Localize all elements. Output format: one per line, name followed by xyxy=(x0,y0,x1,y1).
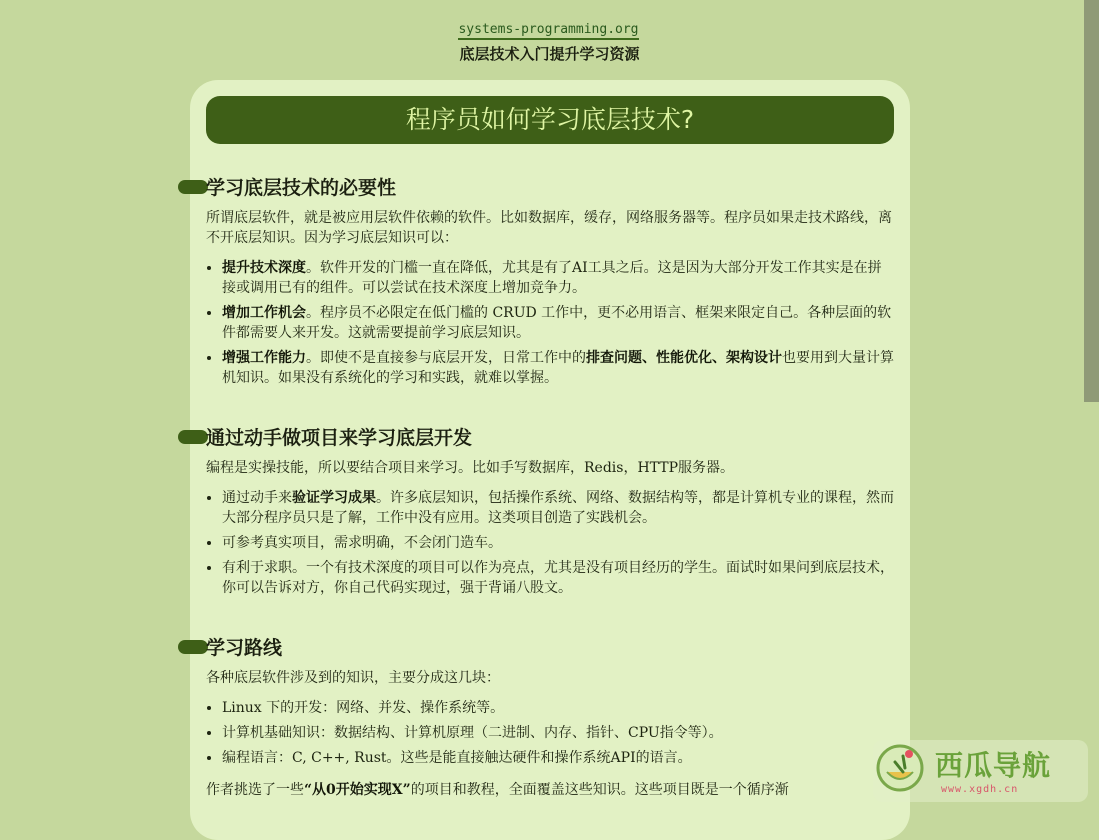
section-heading: 学习底层技术的必要性 xyxy=(206,177,397,199)
section-projects xyxy=(206,426,894,603)
bullet-list xyxy=(206,488,894,598)
section-outro xyxy=(206,780,894,800)
section-heading-row xyxy=(206,426,894,450)
watermark-name: 西瓜导航 xyxy=(935,749,1052,782)
section-heading: 通过动手做项目来学习底层开发 xyxy=(206,427,473,449)
list-item xyxy=(222,258,894,298)
list-item xyxy=(222,533,894,553)
bullet-list xyxy=(206,258,894,388)
list-item-text: 编程语言：C, C++, Rust。这些是能直接触达硬件和操作系统API的语言。 xyxy=(222,750,692,766)
section-intro: 编程是实操技能，所以要结合项目来学习。比如手写数据库，Redis，HTTP服务器。 xyxy=(206,460,735,476)
watermark-badge xyxy=(873,740,1088,802)
watermelon-logo-icon xyxy=(875,742,925,792)
section-necessity xyxy=(206,176,894,393)
section-roadmap xyxy=(206,636,894,810)
section-marker xyxy=(178,180,208,194)
list-item-text: 。许多底层知识，包括操作系统、网络、数据结构等，都是计算机专业的课程，然而大部分程序员只是了解，工作中没有应用。这类项目创造了实践机会。 xyxy=(222,490,894,526)
outro-bold: “从0开始实现X” xyxy=(304,782,411,798)
site-link[interactable]: systems-programming.org xyxy=(458,22,638,40)
list-item xyxy=(222,723,894,743)
site-header xyxy=(0,18,1099,64)
outro-text: 的项目和教程，全面覆盖这些知识。这些项目既是一个循序渐 xyxy=(410,782,789,798)
section-intro: 所谓底层软件，就是被应用层软件依赖的软件。比如数据库，缓存，网络服务器等。程序员如果走技术路线，离不开底层知识。因为学习底层知识可以： xyxy=(206,210,892,246)
watermark-url: www.xgdh.cn xyxy=(941,784,1019,795)
page-title: 程序员如何学习底层技术? xyxy=(206,96,894,144)
list-item xyxy=(222,558,894,598)
section-heading-row xyxy=(206,636,894,660)
section-marker xyxy=(178,430,208,444)
list-item xyxy=(222,303,894,343)
site-tagline: 底层技术入门提升学习资源 xyxy=(459,45,640,63)
list-item-text: 计算机基础知识：数据结构、计算机原理（二进制、内存、指针、CPU指令等）。 xyxy=(222,725,723,741)
list-item xyxy=(222,748,894,768)
section-heading-row xyxy=(206,176,894,200)
bullet-list xyxy=(206,698,894,768)
outro-text: 作者挑选了一些 xyxy=(206,782,304,798)
list-item-text: 。程序员不必限定在低门槛的 CRUD 工作中，更不必用语言、框架来限定自己。各种层面的软件都需要人来开发。这就需要提前学习底层知识。 xyxy=(222,305,892,341)
list-item xyxy=(222,348,894,388)
section-marker xyxy=(178,640,208,654)
list-item-bold: 验证学习成果 xyxy=(292,490,376,506)
vertical-scrollbar[interactable] xyxy=(1084,0,1099,811)
list-item-text: 。软件开发的门槛一直在降低，尤其是有了AI工具之后。这是因为大部分开发工作其实是在拼接或调用已有的组件。可以尝试在技术深度上增加竞争力。 xyxy=(222,260,882,296)
section-heading: 学习路线 xyxy=(206,637,283,659)
list-item-text: 通过动手来 xyxy=(222,490,292,506)
list-item xyxy=(222,698,894,718)
content-card xyxy=(190,80,910,840)
list-item-bold: 排查问题、性能优化、架构设计 xyxy=(586,350,782,366)
list-item-bold: 增强工作能力 xyxy=(222,350,306,366)
list-item xyxy=(222,488,894,528)
list-item-bold: 增加工作机会 xyxy=(222,305,306,321)
list-item-text: Linux 下的开发：网络、并发、操作系统等。 xyxy=(222,700,505,716)
list-item-text: 。即使不是直接参与底层开发，日常工作中的 xyxy=(306,350,586,366)
list-item-bold: 提升技术深度 xyxy=(222,260,306,276)
list-item-text: 有利于求职。一个有技术深度的项目可以作为亮点，尤其是没有项目经历的学生。面试时如果问到底层技术，你可以告诉对方，你自己代码实现过，强于背诵八股文。 xyxy=(222,560,894,596)
list-item-text: 可参考真实项目，需求明确，不会闭门造车。 xyxy=(222,535,502,551)
section-intro: 各种底层软件涉及到的知识，主要分成这几块： xyxy=(206,670,500,686)
list-item-text: 也要用到大量计算机知识。如果没有系统化的学习和实践，就难以掌握。 xyxy=(222,350,894,386)
